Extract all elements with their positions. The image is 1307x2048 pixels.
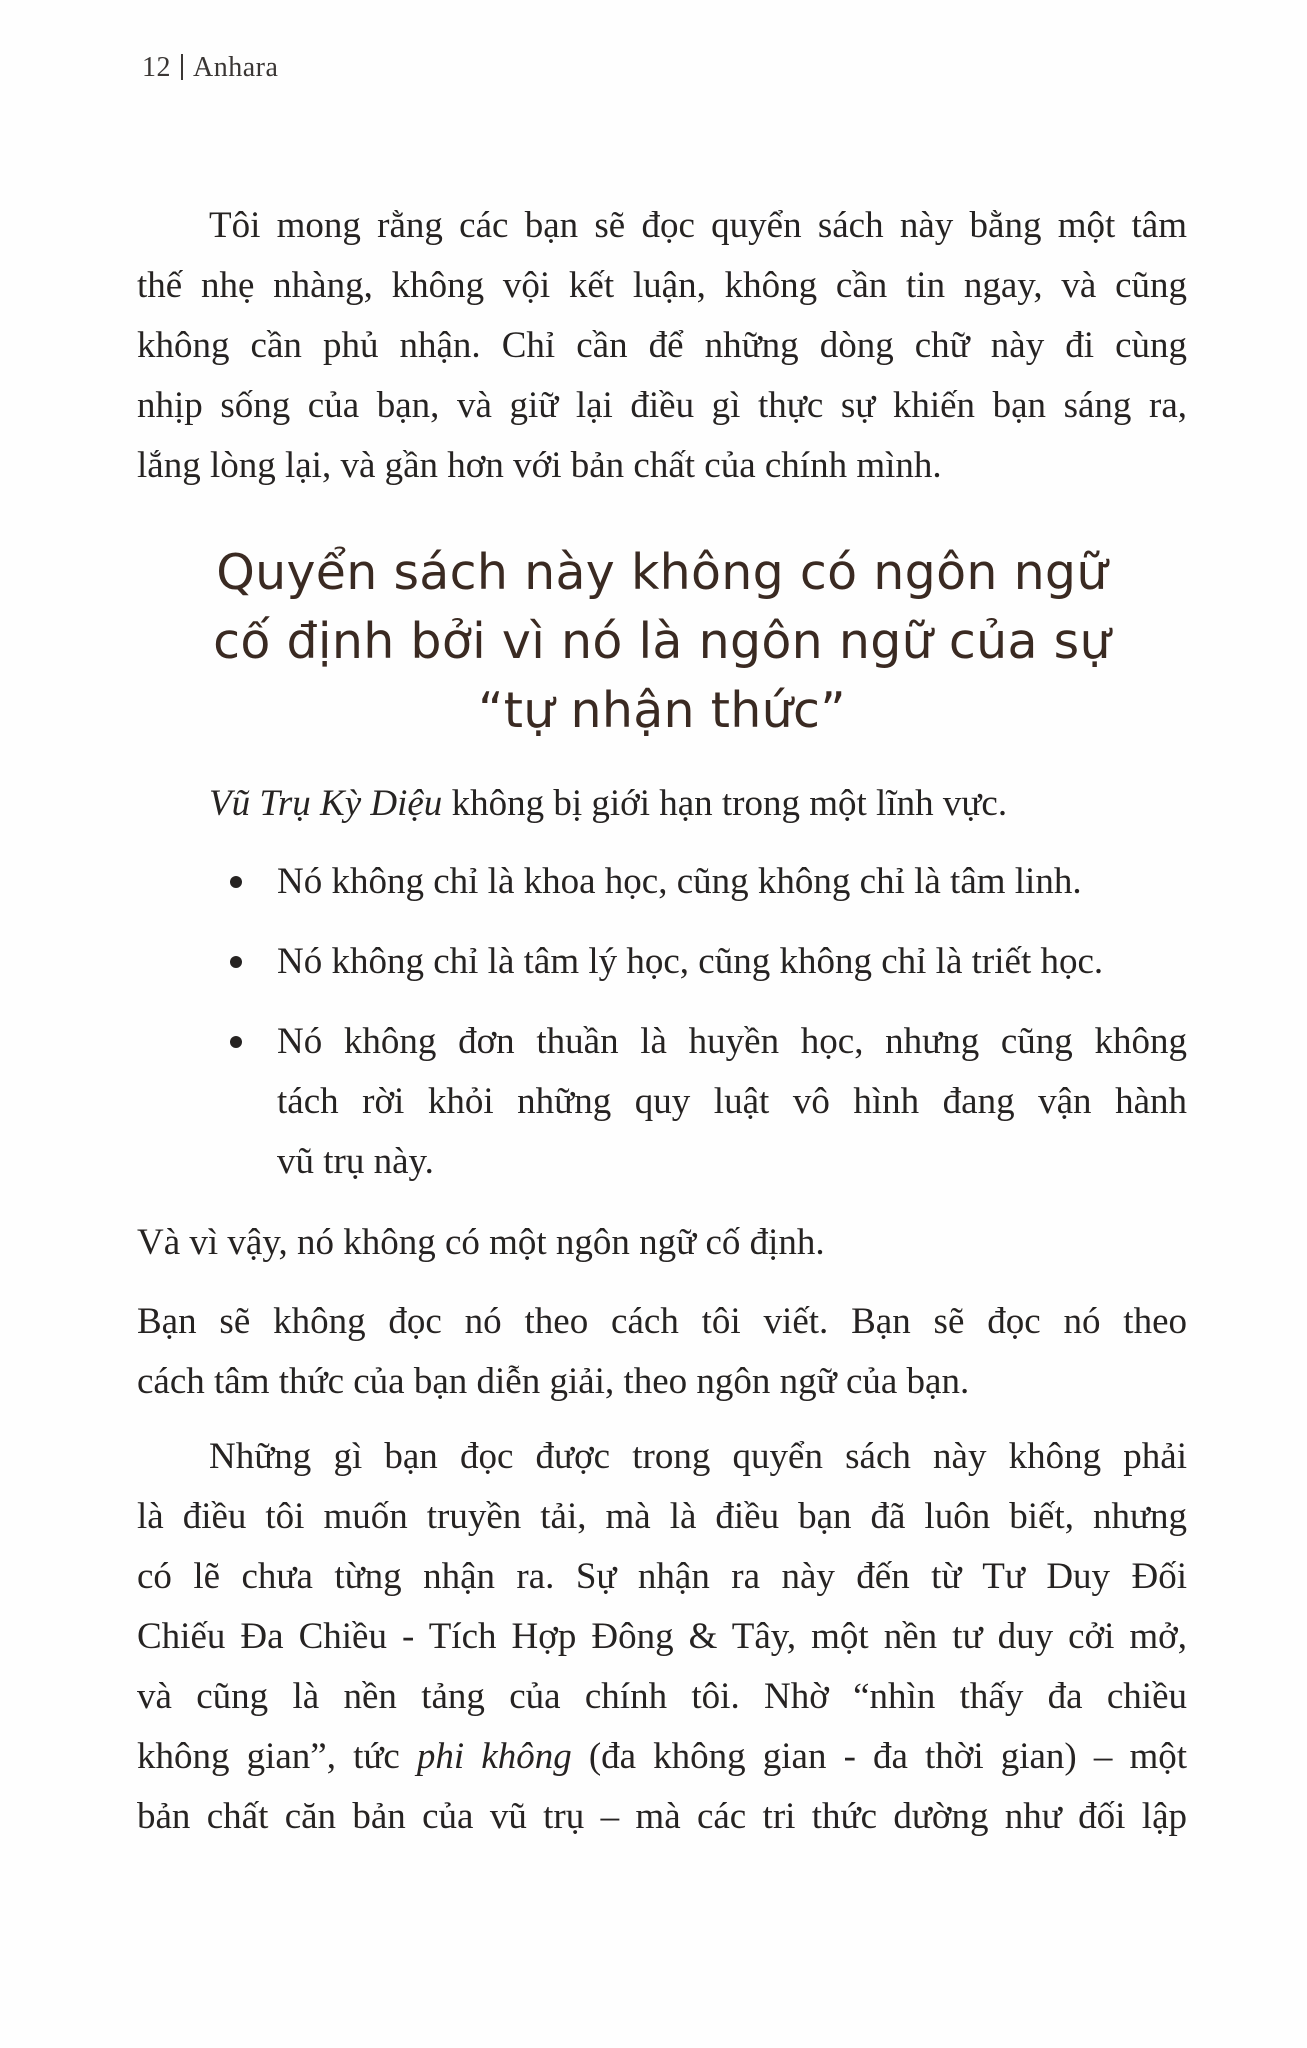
lead-sentence [209,774,1189,834]
list-item [137,852,1187,912]
bullet-dot [230,1036,242,1048]
intro-line: không cần phủ nhận. Chỉ cần để những dòng chữ này đi cùng [137,325,1187,366]
header-separator [181,54,183,80]
paragraph-line: Bạn sẽ không đọc nó theo cách tôi viết. Bạn sẽ đọc nó theo [137,1301,1187,1342]
running-head-title: Anhara [193,52,279,83]
list-item [137,932,1187,992]
paragraph-line: Chiếu Đa Chiều - Tích Hợp Đông & Tây, một nền tư duy cởi mở, [137,1616,1187,1657]
paragraph-line: có lẽ chưa từng nhận ra. Sự nhận ra này đến từ Tư Duy Đối [137,1556,1187,1597]
bullet-text: Nó không chỉ là khoa học, cũng không chỉ là tâm linh. [277,861,1082,902]
lead-rest: không bị giới hạn trong một lĩnh vực. [442,783,1008,824]
section-heading-line: cố định bởi vì nó là ngôn ngữ của sự [213,613,1111,670]
section-heading [137,538,1187,745]
page-number: 12 [142,52,171,83]
intro-line: nhịp sống của bạn, và giữ lại điều gì thực sự khiến bạn sáng ra, [137,385,1187,426]
line-fragment: (đa không gian - đa thời gian) – một [571,1736,1187,1777]
paragraph-line: bản chất căn bản của vũ trụ – mà các tri thức dường như đối lập [137,1796,1187,1837]
intro-paragraph [137,196,1187,496]
bullet-text: vũ trụ này. [277,1141,434,1182]
paragraph-line: cách tâm thức của bạn diễn giải, theo ngôn ngữ của bạn. [137,1361,970,1402]
bullet-list [137,852,1187,1192]
italic-term: phi không [416,1736,572,1777]
intro-line: thế nhẹ nhàng, không vội kết luận, không cần tin ngay, và cũng [137,265,1187,306]
book-title-italic: Vũ Trụ Kỳ Diệu [209,783,443,824]
lead-line [209,774,1189,834]
running-head [142,52,278,84]
bullet-text: Nó không chỉ là tâm lý học, cũng không chỉ là triết học. [277,941,1104,982]
intro-line: Tôi mong rằng các bạn sẽ đọc quyển sách này bằng một tâm [209,205,1187,246]
bullet-dot [230,956,242,968]
section-heading-line: “tự nhận thức” [478,682,846,739]
paragraph-line: và cũng là nền tảng của chính tôi. Nhờ “nhìn thấy đa chiều [137,1676,1187,1717]
bullet-text: Nó không đơn thuần là huyền học, nhưng cũng không [277,1021,1187,1062]
paragraph-2 [137,1213,1187,1273]
paragraph-3 [137,1292,1187,1412]
bullet-dot [230,876,242,888]
paragraph-line [137,1727,1187,1787]
paragraph-4 [137,1427,1187,1847]
section-heading-line: Quyển sách này không có ngôn ngữ [216,544,1108,601]
intro-line: lắng lòng lại, và gần hơn với bản chất của chính mình. [137,445,942,486]
bullet-text: tách rời khỏi những quy luật vô hình đang vận hành [277,1081,1187,1122]
paragraph-line: Những gì bạn đọc được trong quyển sách này không phải [209,1436,1187,1477]
paragraph-line: là điều tôi muốn truyền tải, mà là điều bạn đã luôn biết, nhưng [137,1496,1187,1537]
line-fragment: không gian”, tức [137,1736,417,1777]
list-item [137,1012,1187,1192]
paragraph-line: Và vì vậy, nó không có một ngôn ngữ cố định. [137,1222,825,1263]
